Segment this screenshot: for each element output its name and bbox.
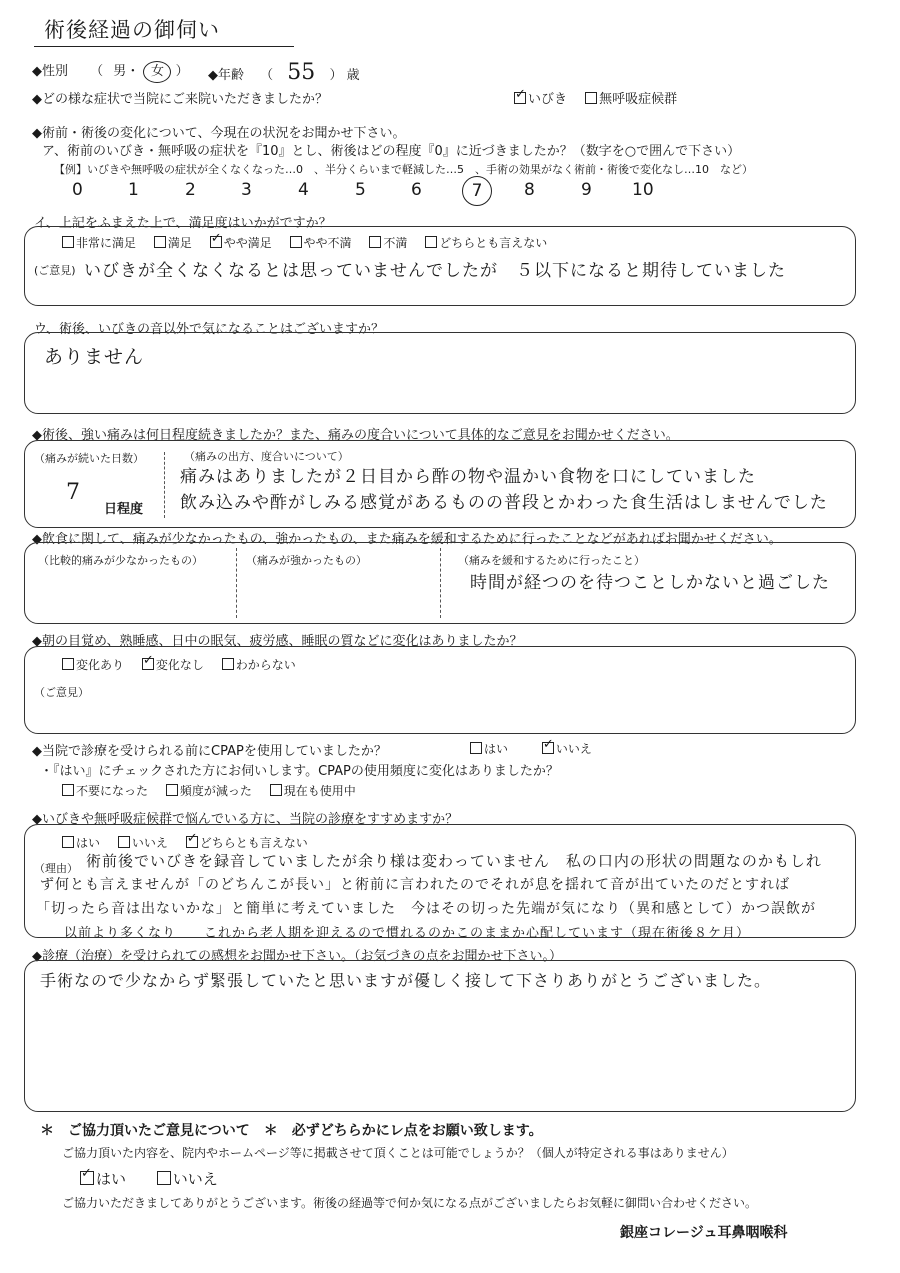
- thanks-message: ご協力いただきましてありがとうございます。術後の経過等で何か気になる点がございましたらお気軽に御問い合わせください。: [62, 1196, 758, 1210]
- somewhat-dissatisfied-checkbox[interactable]: [290, 236, 302, 248]
- morning-opinion-label: （ご意見）: [34, 686, 89, 699]
- symptom-options: [514, 88, 677, 107]
- scale-6[interactable]: 6: [411, 180, 422, 200]
- snoring-checkbox[interactable]: [514, 92, 526, 104]
- cpap-title: ◆当院で診療を受けられる前にCPAPを使用していましたか？: [32, 744, 387, 759]
- age-unit: 歳: [346, 68, 360, 83]
- consent-options: [80, 1168, 218, 1189]
- sex-label: ◆性別: [32, 64, 68, 79]
- satisfaction-options: [62, 234, 547, 251]
- pain-days-value[interactable]: 7: [66, 480, 80, 505]
- change-title: ◆術前・術後の変化について、今現在の状況をお聞かせ下さい。: [32, 126, 406, 141]
- pain-days-unit: 日程度: [104, 502, 144, 517]
- snoring-label: いびき: [528, 92, 568, 107]
- recommend-title: ◆いびきや無呼吸症候群で悩んでいる方に、当院の診療をすすめますか？: [32, 812, 459, 827]
- very-satisfied-checkbox[interactable]: [62, 236, 74, 248]
- satisfaction-title: イ、上記をふまえた上で、満足度はいかがですか？: [34, 216, 332, 231]
- cpap-options: [470, 740, 592, 757]
- recommend-no-checkbox[interactable]: [118, 836, 130, 848]
- pain-answer-line-1[interactable]: 痛みはありましたが２日目から酢の物や温かい食物を口にしていました: [180, 467, 756, 487]
- recommend-no-label: いいえ: [131, 836, 168, 850]
- recommend-reason-line-4[interactable]: 以前より多くなり これから老人期を迎えるので慣れるのかこのままか心配しています（現在術後８ケ月）: [64, 926, 751, 941]
- changed-label: 変化あり: [76, 658, 125, 672]
- consent-no-label: いいえ: [172, 1170, 218, 1188]
- sex-male[interactable]: 男: [113, 64, 127, 79]
- no-change-checkbox[interactable]: [142, 658, 154, 670]
- symptom-question: ◆どの様な症状で当院にご来院いただきましたか？: [32, 92, 328, 107]
- other-concerns-box: [24, 332, 856, 414]
- reduced-frequency-label: 頻度が減った: [179, 784, 252, 798]
- scale-8[interactable]: 8: [524, 180, 535, 200]
- sex-female-circled[interactable]: [143, 61, 171, 83]
- age-label: ◆年齢: [208, 68, 244, 83]
- somewhat-satisfied-checkbox[interactable]: [210, 236, 222, 248]
- title-underline: [34, 46, 294, 47]
- very-satisfied-label: 非常に満足: [76, 236, 137, 250]
- satisfaction-answer[interactable]: いびきが全くなくなるとは思っていませんでしたが ５以下になると期待していました: [84, 261, 786, 281]
- age-value[interactable]: 55: [287, 60, 316, 85]
- cpap-yes-label: はい: [484, 742, 509, 756]
- unknown-label: わからない: [235, 658, 296, 672]
- change-sub-question: ア、術前のいびき・無呼吸の症状を『10』とし、術後はどの程度『0』に近づきましたか？（数字を○で囲んで下さい）: [42, 144, 741, 159]
- cpap-followup-options: [62, 782, 356, 799]
- age-row: [208, 60, 360, 85]
- no-change-label: 変化なし: [155, 658, 204, 672]
- satisfaction-opinion-label: (ご意見): [34, 264, 76, 277]
- recommend-reason-line-3[interactable]: 「切ったら音は出ないかな」と簡単に考えていました 今はその切った先端が気になり（異和感として）かつ誤飲が: [36, 901, 816, 917]
- recommend-neutral-label: どちらとも言えない: [199, 836, 308, 850]
- recommend-yes-label: はい: [76, 836, 101, 850]
- no-longer-needed-checkbox[interactable]: [62, 784, 74, 796]
- neutral-checkbox[interactable]: [425, 236, 437, 248]
- page-title: 術後経過の御伺い: [44, 18, 220, 42]
- dissatisfied-checkbox[interactable]: [369, 236, 381, 248]
- scale-3[interactable]: 3: [241, 180, 252, 200]
- consent-question: ご協力頂いた内容を、院内やホームページ等に掲載させて頂くことは可能でしょうか？（個人が特定される事はありません）: [62, 1146, 734, 1160]
- still-using-checkbox[interactable]: [270, 784, 282, 796]
- dissatisfied-label: 不満: [383, 236, 408, 250]
- sex-close: ）: [175, 64, 189, 79]
- satisfied-checkbox[interactable]: [154, 236, 166, 248]
- scale-1[interactable]: 1: [128, 180, 139, 200]
- other-concerns-answer[interactable]: ありません: [44, 346, 145, 368]
- recommend-reason-line-1[interactable]: 術前後でいびきを録音していましたが余り様は変わっていません 私の口内の形状の問題なのかもしれ: [86, 852, 822, 870]
- no-longer-needed-label: 不要になった: [76, 784, 149, 798]
- cpap-followup: ・『はい』にチェックされた方にお伺いします。CPAPの使用頻度に変化はありましたか？: [40, 764, 559, 779]
- clinic-name: 銀座コレージュ耳鼻咽喉科: [620, 1225, 788, 1241]
- sex-dot: ・: [126, 64, 140, 79]
- neutral-label: どちらとも言えない: [439, 236, 548, 250]
- impression-answer[interactable]: 手術なので少なからず緊張していたと思いますが優しく接して下さりありがとうございました。: [40, 971, 772, 990]
- scale-10[interactable]: 10: [632, 180, 654, 200]
- scale-9[interactable]: 9: [581, 180, 592, 200]
- still-using-label: 現在も使用中: [283, 784, 356, 798]
- recommend-neutral-checkbox[interactable]: [186, 836, 198, 848]
- consent-note: ＊ ご協力頂いたご意見について ＊ 必ずどちらかにレ点をお願い致します。: [40, 1123, 543, 1139]
- scale-0[interactable]: 0: [72, 180, 83, 200]
- food-col-relief: （痛みを緩和するために行ったこと）: [458, 554, 645, 567]
- food-divider-1: [236, 548, 237, 618]
- morning-options: [62, 656, 296, 673]
- change-example: 【例】いびきや無呼吸の症状が全くなくなった…0 、半分くらいまで軽減した…5 、手術の効果がなく術前・術後で変化なし…10 など）: [54, 163, 753, 176]
- somewhat-dissatisfied-label: やや不満: [303, 236, 352, 250]
- age-close: ）: [329, 68, 343, 83]
- scale-7-circled[interactable]: [462, 176, 492, 206]
- pain-answer-line-2[interactable]: 飲み込みや酢がしみる感覚があるものの普段とかわった食生活はしませんでした: [180, 493, 828, 513]
- recommend-reason-label: （理由）: [34, 862, 78, 875]
- scale-7: 7: [471, 181, 483, 201]
- age-open: （: [260, 68, 274, 83]
- food-divider-2: [440, 548, 441, 618]
- changed-checkbox[interactable]: [62, 658, 74, 670]
- severity-scale: [72, 176, 712, 208]
- consent-no-checkbox[interactable]: [157, 1171, 171, 1185]
- consent-yes-label: はい: [96, 1170, 127, 1188]
- recommend-reason-line-2[interactable]: ず何とも言えませんが「のどちんこが長い」と術前に言われたのでそれが息を揺れて音が出ていたのだとすれば: [40, 877, 790, 893]
- scale-2[interactable]: 2: [185, 180, 196, 200]
- satisfied-label: 満足: [167, 236, 192, 250]
- recommend-yes-checkbox[interactable]: [62, 836, 74, 848]
- morning-title: ◆朝の目覚め、熟睡感、日中の眠気、疲労感、睡眠の質などに変化はありましたか？: [32, 634, 523, 649]
- cpap-no-label: いいえ: [555, 742, 592, 756]
- recommend-options: [62, 834, 308, 851]
- impression-title: ◆診療（治療）を受けられての感想をお聞かせ下さい。（お気づきの点をお聞かせ下さい。）: [32, 949, 562, 964]
- other-concerns-title: ウ、術後、いびきの音以外で気になることはございますか？: [34, 322, 384, 337]
- somewhat-satisfied-label: やや満足: [223, 236, 272, 250]
- apnea-checkbox[interactable]: [585, 92, 597, 104]
- food-col-less-pain: （比較的痛みが少なかったもの）: [38, 554, 203, 567]
- unknown-checkbox[interactable]: [222, 658, 234, 670]
- pain-days-label: （痛みが続いた日数）: [34, 452, 144, 465]
- pain-title: ◆術後、強い痛みは何日程度続きましたか？また、痛みの度合いについて具体的なご意見をお聞かせください。: [32, 428, 679, 443]
- food-col-strong-pain: （痛みが強かったもの）: [246, 554, 367, 567]
- pain-detail-label: （痛みの出方、度合いについて）: [184, 450, 349, 463]
- food-title: ◆飲食に関して、痛みが少なかったもの、強かったもの、また痛みを緩和するために行ったことなどがあればお聞かせください。: [32, 532, 782, 547]
- food-relief-answer[interactable]: 時間が経つのを待つことしかないと過ごした: [470, 573, 830, 593]
- scale-5[interactable]: 5: [355, 180, 366, 200]
- cpap-no-checkbox[interactable]: [542, 742, 554, 754]
- sex-open: （: [90, 64, 104, 79]
- apnea-label: 無呼吸症候群: [599, 92, 678, 107]
- consent-yes-checkbox[interactable]: [80, 1171, 94, 1185]
- sex-female: 女: [150, 64, 164, 79]
- reduced-frequency-checkbox[interactable]: [166, 784, 178, 796]
- pain-divider: [164, 452, 165, 518]
- cpap-yes-checkbox[interactable]: [470, 742, 482, 754]
- sex-row: [32, 60, 189, 83]
- scale-4[interactable]: 4: [298, 180, 309, 200]
